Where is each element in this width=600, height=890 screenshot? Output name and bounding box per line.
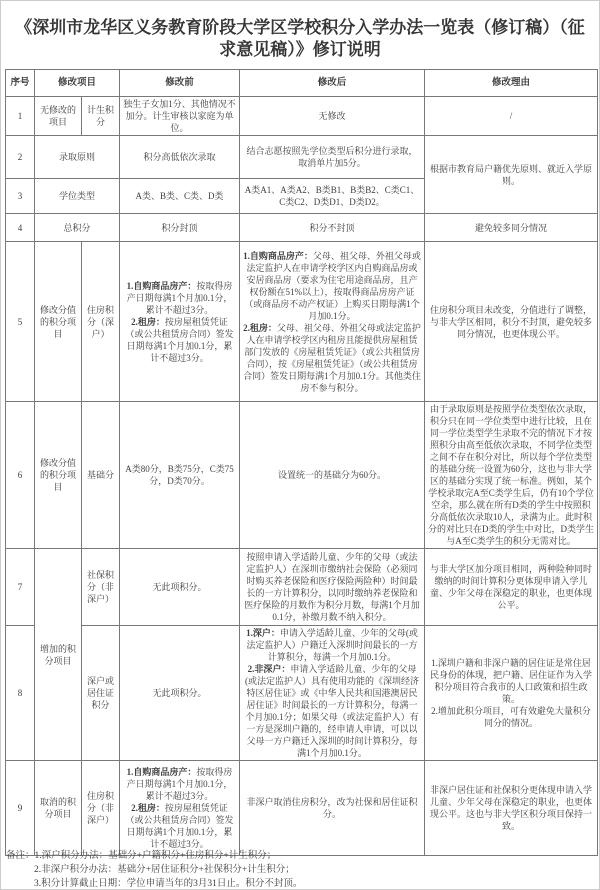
item-text: 按房屋租赁凭证（或公共租赁房合同）签发日期每满1个月加0.1分，累计不超过3分。 [125,316,234,363]
header-reason: 修改理由 [425,70,598,97]
item-lead: 1.自购商品房产： [243,250,313,261]
cell-reason [425,626,598,761]
cell-category: 学位类型 [35,179,120,214]
cell-after: 无修改 [240,97,425,136]
cell-reason: 避免较多同分情况 [425,214,598,242]
table-row [6,626,598,761]
footnotes [6,849,576,890]
cell-seq: 9 [6,761,35,856]
cell-seq: 2 [6,136,35,179]
cell-subcategory: 社保积分（非深户） [82,549,120,626]
revision-table [5,69,598,856]
table-row [6,214,598,242]
cell-category: 录取原则 [35,136,120,179]
item-text: 按取得房产日期每满1个月加0.1分，累计不超过3分。 [126,280,233,315]
page-title [1,17,599,61]
cell-after [240,626,425,761]
table-row [6,761,598,856]
header-seq: 序号 [6,70,35,97]
cell-subcategory: 住房积分（非深户） [82,761,120,856]
cell-after [240,242,425,402]
cell-seq: 1 [6,97,35,136]
item-lead: 2.租房： [131,316,165,327]
cell-reason: 住房积分项目未改变，分值进行了调整，与非大学区相同，积分不封顶，避免较多同分情况，也更体现公平。 [425,242,598,402]
footnote-label: 备注： [6,851,35,861]
cell-before: 积分高低依次录取 [120,136,240,179]
cell-subcategory: 住房积分（深户） [82,242,120,402]
header-item: 修改项目 [35,70,120,97]
reason-item: 1.深圳户籍和非深户籍的居住证是常住居民身份的体现，把户籍、居住证作为入学积分项目符合我市的人口政策和招生政策。 [430,658,593,704]
table-row [6,549,598,626]
table-row [6,242,598,402]
cell-seq: 8 [6,626,35,761]
footnote-item: 1.深户积分办法：基础分+户籍积分+住房积分+计生积分； [34,851,277,861]
header-after: 修改后 [240,70,425,97]
cell-seq: 5 [6,242,35,402]
table-header-row [6,70,598,97]
item-lead: 1.深户： [246,628,280,638]
cell-subcategory: 计生积分 [82,97,120,136]
cell-after: 非深户取消住房积分，改为社保和居住证积分。 [240,761,425,856]
table-row [6,97,598,136]
item-lead: 2.租房： [131,803,165,813]
cell-before: A类、B类、C类、D类 [120,179,240,214]
cell-before [120,242,240,402]
cell-reason: 非深户居住证和社保积分更体现申请入学儿童、少年父母在深稳定的职业，也更体现公平。这也与非大学区积分项目保持一致。 [425,761,598,856]
footnote-item: 2.非深户积分办法：基础分+居住证积分+社保积分+计生积分； [34,865,295,875]
item-lead: 2.租房： [243,322,277,333]
reason-item: 2.增加此积分项目，可有效避免大量积分同分的情况。 [431,706,591,728]
item-lead: 2.非深户： [247,664,291,674]
item-text: 父母、祖父母、外祖父母或法定监护人在申请学校学区内租房且能提供房屋租赁部门发放的《房屋租赁凭证》（或公共租赁房合同），按《房屋租赁凭证》（或公共租赁房合同）签发日期每满1个月加0.1分。其他类住房不参与积分。 [243,322,421,393]
header-before: 修改前 [120,70,240,97]
cell-reason: 根据市教育局户籍优先原则、就近入学原则。 [425,136,598,214]
cell-after: 按照申请入学适龄儿童、少年的父母（或法定监护人）在深圳市缴纳社会保险（必须同时购买养老保险和医疗保险两险种）时间最长的一方计算积分，以同时缴纳养老保险和医疗保险的月数作为积分月数，每满1个月加0.1分，补缴月数不纳入积分。 [240,549,425,626]
cell-seq: 6 [6,402,35,549]
cell-before [120,761,240,856]
cell-before: 无此项积分。 [120,549,240,626]
page-title-line2: 求意见稿）》修订说明 [219,40,381,59]
cell-after: 结合志愿按照先学位类型后积分进行录取，取消单片加5分。 [240,136,425,179]
item-lead: 1.自购商品房产： [126,767,197,777]
cell-before: 独生子女加1分、其他情况不加分。计生审核以家庭为单位。 [120,97,240,136]
cell-before: 积分封顶 [120,214,240,242]
cell-reason: 与非大学区加分项目相同，两种险种同时缴纳的时间计算积分更体现申请入学儿童、少年父母在深稳定的职业，也更体现公平。 [425,549,598,626]
footnote-line [6,849,576,863]
item-text: 父母、祖父母、外祖父母或法定监护人在申请学校学区内自购商品房或安居商品房（要求为住宅用途商品房，且产权份额在51%以上），按取得商品房房产证（或商品房不动产权证）上购买日期每满1个月加0.1分。 [244,250,421,321]
table-row [6,136,598,179]
cell-category: 修改分值的积分项目 [35,402,82,549]
cell-category: 取消的积分项目 [35,761,82,856]
cell-after: A类A1、A类A2、B类B1、B类B2、C类C1、C类C2、D类D1、D类D2。 [240,179,425,214]
item-text: 申请入学适龄儿童、少年的父母(或法定监护人）户籍迁入深圳时间最长的一方计算积分，每满一个月加0.1分。 [246,628,418,662]
cell-seq: 7 [6,549,35,626]
item-text: 按取得房产日期每满1个月加0.1分，累计不超过3分。 [126,767,233,801]
cell-subcategory: 深户或居住证积分 [82,626,120,761]
footnote-item: 3.积分计算截止日期：学位申请当年的3月31日止。积分不封顶。 [34,879,303,889]
cell-subcategory: 基础分 [82,402,120,549]
item-lead: 1.自购商品房产： [126,280,197,291]
cell-category: 增加的积分项目 [35,549,82,761]
item-text: 按房屋租赁凭证（或公共租赁房合同）签发日期每满1个月加0.1分，累计不超过3分。 [125,803,234,849]
cell-after: 设置统一的基础分为60分。 [240,402,425,549]
cell-reason: / [425,97,598,136]
page-title-line1: 《深圳市龙华区义务教育阶段大学区学校积分入学办法一览表（修订稿）（征 [15,18,585,37]
cell-category: 修改分值的积分项目 [35,242,82,402]
cell-category: 无修改的项目 [35,97,82,136]
cell-category: 总积分 [35,214,120,242]
cell-seq: 3 [6,179,35,214]
cell-after: 积分不封顶 [240,214,425,242]
cell-reason: 由于录取原则是按照学位类型依次录取，积分只在同一学位类型中进行比较，且在同一学位类型学生录取不完的情况下才按照积分由高至低依次录取，不同学位类型之间不存在积分对比，所以每个学位类型的基础分统一设置为60分，这也与非大学区的基础分实现了统一标准。例如，某个学校录取完A至C类学生后，仍有10个学位空余，那么就在所有D类的学生中按照积分高低依次录取10人，录满为止。此时积分的对比只在D类的学生中对比，D类学生与A至C类学生的积分无需对比。 [425,402,598,549]
cell-seq: 4 [6,214,35,242]
table-row [6,402,598,549]
cell-before: A类80分，B类75分，C类75分，D类70分。 [120,402,240,549]
cell-before: 无此项积分。 [120,626,240,761]
item-text: 申请入学适龄儿童、少年的父母(或法定监护人）具有使用功能的《深圳经济特区居住证》或《中华人民共和国港澳居民居住证》时间最长的一方计算积分，每满一个月加0.1分；如果父母（或法定监护人）有一方是深圳户籍的，经申请人申请，可以以父母一方户籍迁入深圳的时间计算积分，每满1个月加0.1分。 [245,664,420,758]
